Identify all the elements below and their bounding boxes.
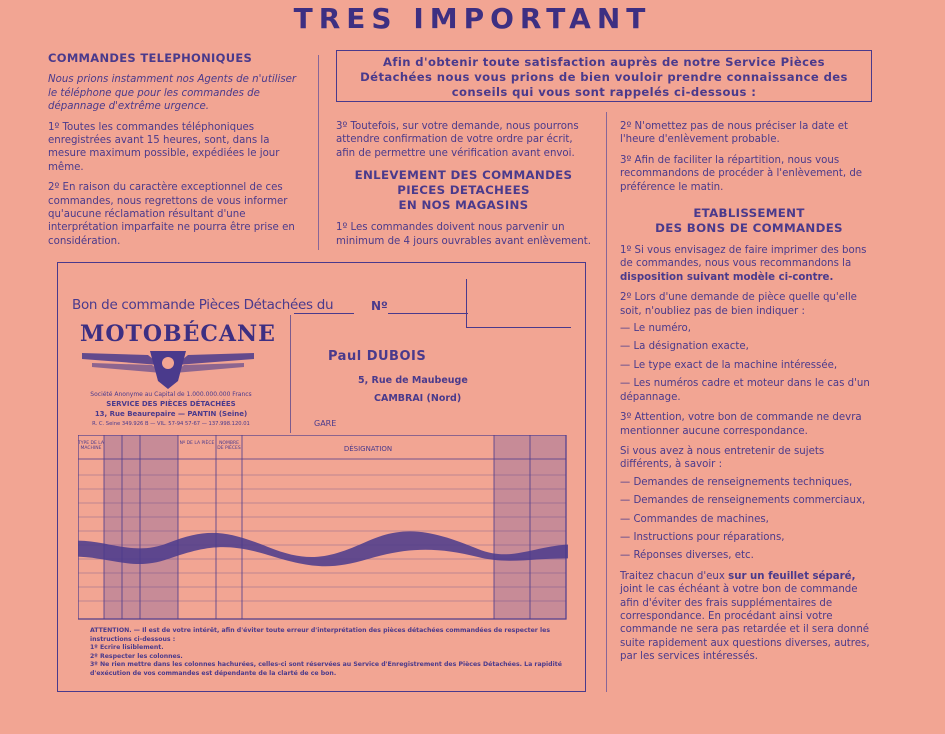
company-phone: R. C. Seine 349.926 B — VIL. 57-94 57-67 — 137.998.120.01 xyxy=(92,421,250,427)
list-item: — Demandes de renseignements techniques, xyxy=(620,476,878,489)
list-item: — Réponses diverses, etc. xyxy=(620,549,878,562)
form-rule-3: 3º Attention, votre bon de commande ne devra mentionner aucune correspondance. xyxy=(620,412,862,437)
form-title: Bon de commande Pièces Détachées du xyxy=(72,297,334,313)
middle-column xyxy=(336,120,591,255)
separate-sheet-text-c: joint le cas échéant à votre bon de commande afin d'éviter des frais supplémentaires de correspondance. En procédant ainsi votre commande ne sera pas retardée et il sera donné suite rapidement aux questions diverses, autres, par les services intéressés. xyxy=(620,584,870,663)
service-name: SERVICE DES PIÈCES DÉTACHÉES xyxy=(106,400,236,408)
company-address: 13, Rue Beaurepaire — PANTIN (Seine) xyxy=(94,410,248,418)
form-rule-1 xyxy=(620,244,878,284)
list-item: — Les numéros cadre et moteur dans le cas d'un dépannage. xyxy=(620,377,878,404)
winged-logo-icon xyxy=(78,345,258,391)
heading-pickup-line2: PIECES DETACHEES xyxy=(397,183,530,198)
list-item: — Demandes de renseignements commerciaux, xyxy=(620,494,878,507)
form-rule-1-emphasis: disposition suivant modèle ci-contre. xyxy=(620,271,834,283)
other-subjects-list xyxy=(620,476,878,563)
list-item: — Le type exact de la machine intéressée, xyxy=(620,359,878,372)
form-rule-1-text: 1º Si vous envisagez de faire imprimer des bons de commandes, nous vous recommandons la xyxy=(620,245,867,270)
telephone-rule-1: 1º Toutes les commandes téléphoniques enregistrées avant 15 heures, sont, dans la mesure maximum possible, expédiées le jour même. xyxy=(48,121,280,173)
company-capital: Société Anonyme au Capital de 1.000.000.000 Francs xyxy=(90,391,252,398)
pickup-rule-3: 3º Afin de faciliter la répartition, nous vous recommandons de procéder à l'enlèvement, de préférence le matin. xyxy=(620,154,863,193)
form-number-label: Nº xyxy=(371,299,388,313)
sample-order-form xyxy=(57,262,586,692)
form-number-line xyxy=(388,313,468,314)
col-quantity: NOMBRE DE PIÈCES xyxy=(217,441,241,451)
separate-sheet-note xyxy=(620,570,878,664)
form-date-line xyxy=(294,313,354,314)
heading-telephone-orders: COMMANDES TELEPHONIQUES xyxy=(48,51,253,65)
attention-rule-1: 1º Ecrire lisiblement. xyxy=(90,644,164,651)
pickup-rule-1: 1º Les commandes doivent nous parvenir un minimum de 4 jours ouvrables avant enlèvement. xyxy=(336,222,591,247)
heading-order-forms xyxy=(620,206,878,236)
left-column xyxy=(48,52,303,255)
column-divider-1 xyxy=(318,55,319,250)
notice-box: Afin d'obtenir toute satisfaction auprès de notre Service Pièces Détachées nous vous prions de bien vouloir prendre connaissance des conseils qui vous sont rappelés ci-dessous : xyxy=(336,50,872,102)
attention-rule-3: 3º Ne rien mettre dans les colonnes hachurées, celles-ci sont réservées au Service d'Enregistrement des Pièces Détachées. La rapidité d'exécution de vos commandes est dépendante de la clarté de ce bon. xyxy=(90,661,562,677)
right-column xyxy=(620,120,878,671)
col-machine-type: TYPE DE LA MACHINE xyxy=(78,441,104,451)
other-subjects-intro: Si vous avez à nous entretenir de sujets différents, à savoir : xyxy=(620,445,825,471)
pickup-rule-2: 2º N'omettez pas de nous préciser la date et l'heure d'enlèvement probable. xyxy=(620,121,849,146)
customer-name: Paul DUBOIS xyxy=(328,349,427,364)
heading-pickup-line1: ENLEVEMENT DES COMMANDES xyxy=(354,168,573,183)
attention-label: ATTENTION. — xyxy=(90,627,140,634)
list-item: — Le numéro, xyxy=(620,322,878,335)
confirmation-note: 3º Toutefois, sur votre demande, nous pourrons attendre confirmation de votre ordre par écrit, afin de permettre une vérification avant envoi. xyxy=(336,121,579,159)
heading-order-forms-line1: ETABLISSEMENT xyxy=(693,206,805,221)
brand-logo: MOTOBÉCANE xyxy=(80,321,276,347)
attention-rule-2: 2º Respecter les colonnes. xyxy=(90,652,183,660)
list-item: — Commandes de machines, xyxy=(620,513,878,526)
col-part-number: Nº DE LA PIÈCE xyxy=(179,441,215,446)
telephone-rule-2: 2º En raison du caractère exceptionnel de ces commandes, nous regrettons de vous informer qu'aucune réclamation résultant d'une interprétation imparfaite ne pourra être prise en considération. xyxy=(48,182,295,247)
form-rule-2-list xyxy=(620,322,878,404)
heading-pickup-line3: EN NOS MAGASINS xyxy=(398,198,529,213)
col-designation: DÉSIGNATION xyxy=(343,445,393,453)
column-divider-2 xyxy=(606,112,607,692)
customer-street: 5, Rue de Maubeuge xyxy=(358,375,468,386)
hatched-column xyxy=(104,435,178,619)
page-title: TRES IMPORTANT xyxy=(293,2,652,35)
heading-pickup xyxy=(336,168,591,213)
form-rule-2: 2º Lors d'une demande de pièce quelle qu'elle soit, n'oubliez pas de bien indiquer : xyxy=(620,292,857,317)
heading-order-forms-line2: DES BONS DE COMMANDES xyxy=(655,221,843,236)
list-item: — Instructions pour réparations, xyxy=(620,531,878,544)
separate-sheet-text-a: Traitez chacun d'eux xyxy=(620,570,729,582)
separate-sheet-emphasis: sur un feuillet séparé, xyxy=(728,570,856,582)
customer-city: CAMBRAI (Nord) xyxy=(374,393,462,404)
form-corner-box xyxy=(466,279,571,328)
telephone-intro: Nous prions instamment nos Agents de n'utiliser le téléphone que pour les commandes de dépannage d'extrême urgence. xyxy=(48,74,297,113)
form-header-divider xyxy=(290,315,291,433)
attention-text: Il est de votre intérêt, afin d'éviter toute erreur d'interprétation des pièces détachées commandées de respecter les instructions ci-dessous : xyxy=(90,627,551,643)
station-label: GARE xyxy=(314,419,337,428)
order-grid xyxy=(78,435,568,620)
form-attention-note xyxy=(90,627,570,678)
list-item: — La désignation exacte, xyxy=(620,340,878,353)
